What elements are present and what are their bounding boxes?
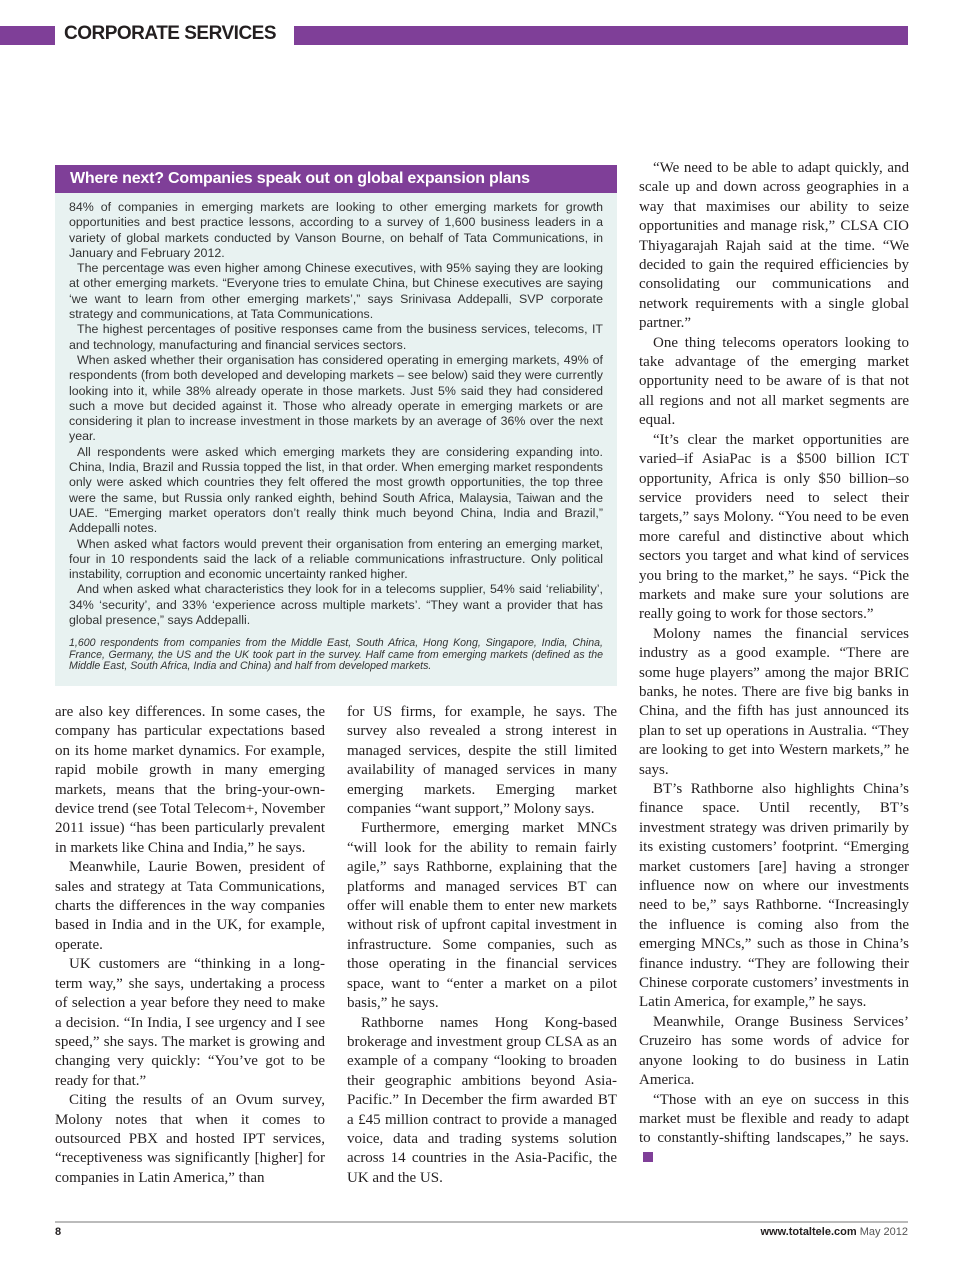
sidebar-survey-note: 1,600 respondents from companies from the Middle East, South Africa, Hong Kong, Singapore, India, China, France, Germany, the US and the UK took part in the survey. Half came from emerging markets (defined as the Middle East, South Africa, India and China) and half from developed markets.: [69, 637, 603, 673]
sidebar-paragraph: And when asked what characteristics they look for in a telecoms supplier, 54% said ‘reliability’, 34% ‘security’, and 33% ‘experience across multiple markets’. “They want a provider that has global presence,” says Addepalli.: [69, 582, 603, 628]
article-paragraph: “It’s clear the market opportunities are varied–if AsiaPac is a $500 billion ICT opportunity, Africa is only $50 billion–so service providers need to select their targets,” says Molony. “You need to be even more careful and distinctive about which sectors you target and what kind of services you bring to the market,” he says. “Pick the markets and make sure your solutions are really going to work for those sectors.”: [639, 431, 909, 623]
article-paragraph: Furthermore, emerging market MNCs “will look for the ability to remain fairly agile,” says Rathborne, explaining that the platforms and managed services BT can offer will enable them to enter new markets without risk of upfront capital investment in infrastructure. Some companies, such as those operating in the financial services space, want to “enter a market on a pilot basis,” he says.: [347, 820, 617, 1012]
sidebar-paragraph: When asked what factors would prevent their organisation from entering an emerging market, four in 10 respondents said the lack of a reliable communications infrastructure. Only political instability, corruption and economic uncertainty ranked higher.: [69, 536, 603, 582]
footer-divider: [55, 1221, 908, 1223]
article-paragraph: Citing the results of an Ovum survey, Molony notes that when it comes to outsourced PBX and hosted IPT services, “receptiveness was significantly [higher] for companies in Latin America,” than: [55, 1092, 325, 1186]
article-paragraph: One thing telecoms operators looking to take advantage of the emerging market opportunity need to be aware of is that not all regions and not all market segments are equal.: [639, 334, 909, 429]
article-column-2: [347, 703, 617, 1188]
article-paragraph: UK customers are “thinking in a long-term way,” she says, undertaking a process of selection a year before they need to make a decision. “In India, I see urgency and I see speed,” she says. The market is growing and changing very quickly: “You’ve got to be ready for that.”: [55, 956, 325, 1089]
article-paragraph: are also key differences. In some cases, the company has particular expectations based on its home market dynamics. For example, rapid mobile growth in many emerging markets, means that the bring-your-own-device trend (see Total Telecom+, November 2011 issue) “has been particularly prevalent in markets like China and India,” he says.: [55, 704, 325, 856]
article-paragraph: Rathborne names Hong Kong-based brokerage and investment group CLSA as an example of a company “looking to broaden their geographic ambitions beyond Asia-Pacific.” In December the firm awarded BT a £45 million contract to provide a managed voice, data and trading systems solution across 14 countries in the Asia-Pacific, the UK and the US.: [347, 1014, 617, 1186]
article-paragraph: for US firms, for example, he says. The survey also revealed a strong interest in managed services, despite the still limited availability of managed services in many emerging markets. Emerging market companies “want support,” Molony says.: [347, 704, 617, 818]
sidebar-paragraph: When asked whether their organisation has considered operating in emerging markets, 49% of respondents (from both developed and developing markets – see below) said they were currently looking into it, while 38% already operate in those markets. Just 5% said they had considered such a move but decided against it. Those who already operate in emerging markets or are considering it plan to increase investment in those markets by an average of 36% over the next year.: [69, 352, 603, 444]
article-paragraph: Meanwhile, Laurie Bowen, president of sales and strategy at Tata Communications, charts the differences in the way companies based in India and in the UK, for example, operate.: [55, 859, 325, 953]
survey-sidebar-box: [55, 165, 617, 686]
article-final-paragraph: [639, 1091, 909, 1169]
footer-website: www.totaltele.com: [760, 1226, 857, 1238]
article-column-3: [639, 159, 909, 1168]
sidebar-paragraph: The highest percentages of positive responses came from the business services, telecoms, IT and technology, manufacturing and financial services sectors.: [69, 322, 603, 352]
article-paragraph: Meanwhile, Orange Business Services’ Cruzeiro has some words of advice for anyone looking to do business in Latin America.: [639, 1013, 909, 1089]
footer-date: May 2012: [859, 1226, 908, 1238]
sidebar-box-title: Where next? Companies speak out on global expansion plans: [55, 165, 617, 193]
header-accent-bar-right: [294, 26, 908, 45]
sidebar-box-body: [55, 193, 617, 673]
sidebar-paragraph: 84% of companies in emerging markets are looking to other emerging markets for growth opportunities and best practice lessons, according to a survey of 1,600 business leaders in a variety of global markets conducted by Vanson Bourne, on behalf of Tata Communications, in January and February 2012.: [69, 200, 603, 260]
section-title: CORPORATE SERVICES: [64, 23, 277, 44]
article-paragraph: BT’s Rathborne also highlights China’s finance space. Until recently, BT’s investment strategy was driven primarily by its existing customers’ footprint. “Emerging market customers [are] having a stronger influence now on where our investments need to be,” says Rathborne. “Increasingly the influence is coming also from the emerging MNCs,” such as those in China’s finance industry. “They are following their Chinese corporate customers’ investments in Latin America, for example,” he says.: [639, 781, 909, 1011]
sidebar-paragraph: All respondents were asked which emerging markets they are considering expanding into. China, India, Brazil and Russia topped the list, in that order. When emerging market respondents only were asked which countries they felt offered the most growth opportunities, the top three were the same, but Russia only ranked eighth, behind South Africa, Malaysia, Taiwan and the UAE. “Emerging market operators don’t really think much beyond China, India and Brazil,” Addepalli notes.: [69, 444, 603, 536]
page-number: 8: [55, 1226, 62, 1238]
article-paragraph-text: “Those with an eye on success in this market must be flexible and ready to adapt to constantly-shifting landscapes,” he says.: [639, 1091, 909, 1147]
sidebar-paragraph: The percentage was even higher among Chinese executives, with 95% saying they are looking at other emerging markets. “Everyone tries to emulate China, but Chinese executives are saying ‘we want to learn from other emerging markets’,” says Srinivasa Addepalli, SVP corporate strategy and communications, at Tata Communications.: [69, 261, 603, 322]
article-column-1: [55, 703, 325, 1188]
article-paragraph: Molony names the financial services industry as a good example. “There are some huge players” among the major BRIC banks, he notes. There are five big banks in China, and the fifth has just announced its plan to set up operations in Australia. “They are looking to get into Western markets,” he says.: [639, 625, 909, 778]
header-accent-bar-left: [0, 26, 55, 45]
footer-info: [760, 1226, 908, 1238]
end-of-article-square-icon: [643, 1152, 653, 1162]
article-paragraph: “We need to be able to adapt quickly, and scale up and down across geographies in a way that maximises our ability to seize opportunities and manage risk,” CLSA CIO Thiyagarajah Rajah said at the time. “We decided to gain the required efficiencies by consolidating our communications and network requirements with a single global partner.”: [639, 160, 909, 332]
